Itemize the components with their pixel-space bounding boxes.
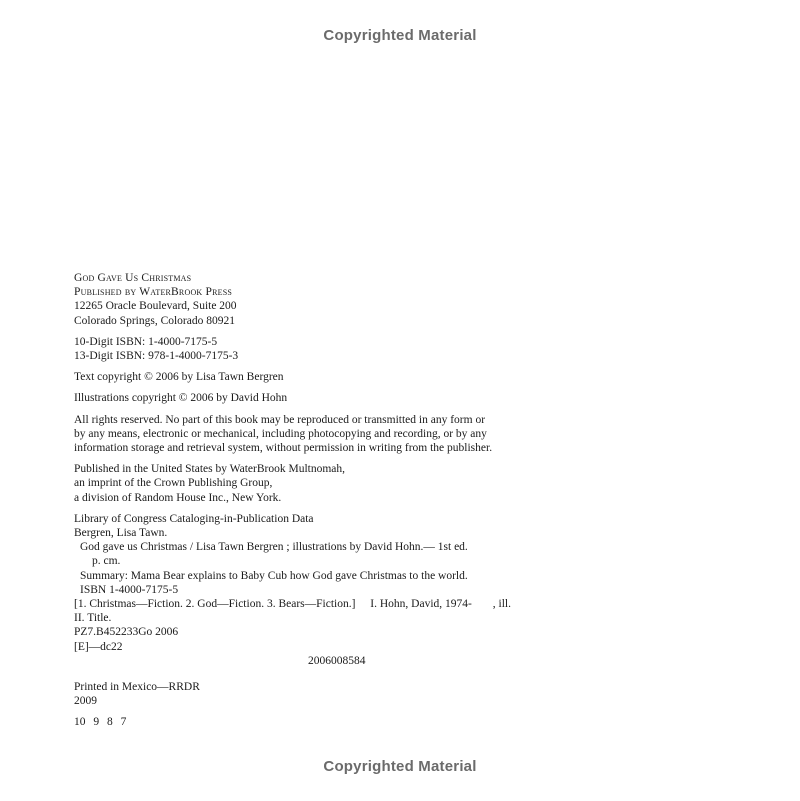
cip-subjects-a: [1. Christmas—Fiction. 2. God—Fiction. 3. Bears—Fiction.] — [74, 598, 356, 611]
cip-heading: Library of Congress Cataloging-in-Publication Data — [74, 512, 314, 525]
publisher-block — [74, 271, 534, 328]
cip-summary: Summary: Mama Bear explains to Baby Cub how God gave Christmas to the world. — [80, 569, 468, 582]
text-copyright-line: Text copyright © 2006 by Lisa Tawn Bergren — [74, 371, 284, 384]
printing-year: 2009 — [74, 695, 97, 708]
published-by: Published by WaterBrook Press — [74, 286, 232, 299]
copyright-watermark-bottom: Copyrighted Material — [323, 758, 477, 775]
published-us — [74, 462, 534, 505]
printing-line: 10 9 8 7 — [74, 716, 127, 729]
text-copyright — [74, 370, 534, 384]
illustrations-copyright-line: Illustrations copyright © 2006 by David Hohn — [74, 392, 288, 405]
isbn-13: 13-Digit ISBN: 978-1-4000-7175-3 — [74, 350, 239, 363]
address-line-2: Colorado Springs, Colorado 80921 — [74, 314, 235, 327]
book-title: God Gave Us Christmas — [74, 272, 192, 284]
published-us-line-1: Published in the United States by WaterBrook Multnomah, — [74, 463, 346, 476]
cip-dewey: [E]—dc22 — [74, 640, 123, 653]
rights-line-1: All rights reserved. No part of this book may be reproduced or transmitted in any form or — [74, 413, 486, 426]
cip-subjects-c: , ill. — [492, 598, 511, 611]
cip-pages: p. cm. — [92, 555, 121, 568]
rights-line-2: by any means, electronic or mechanical, including photocopying and recording, or by any — [74, 427, 487, 440]
printing-block — [74, 680, 534, 708]
rights-reserved — [74, 413, 534, 456]
rights-line-3: information storage and retrieval system, without permission in writing from the publisher. — [74, 442, 493, 455]
cip-isbn: ISBN 1-4000-7175-5 — [80, 583, 179, 596]
isbn-block — [74, 335, 534, 363]
cip-data — [74, 512, 534, 668]
printed-in: Printed in Mexico—RRDR — [74, 681, 200, 694]
published-us-line-3: a division of Random House Inc., New York. — [74, 491, 282, 504]
cip-title-line: God gave us Christmas / Lisa Tawn Bergren ; illustrations by David Hohn.— 1st ed. — [80, 541, 468, 554]
copyright-page — [74, 271, 534, 737]
illustrations-copyright — [74, 391, 534, 405]
isbn-10: 10-Digit ISBN: 1-4000-7175-5 — [74, 335, 218, 348]
address-line-1: 12265 Oracle Boulevard, Suite 200 — [74, 300, 237, 313]
cip-title-entry: II. Title. — [74, 612, 112, 625]
published-us-line-2: an imprint of the Crown Publishing Group, — [74, 477, 273, 490]
cip-author: Bergren, Lisa Tawn. — [74, 527, 168, 540]
cip-classification: PZ7.B452233Go 2006 — [74, 626, 179, 639]
cip-subjects — [74, 597, 534, 611]
printing-line-block — [74, 715, 534, 729]
copyright-watermark-top: Copyrighted Material — [323, 27, 477, 44]
cip-subjects-b: I. Hohn, David, 1974- — [370, 598, 472, 611]
cip-lccn: 2006008584 — [308, 654, 366, 667]
